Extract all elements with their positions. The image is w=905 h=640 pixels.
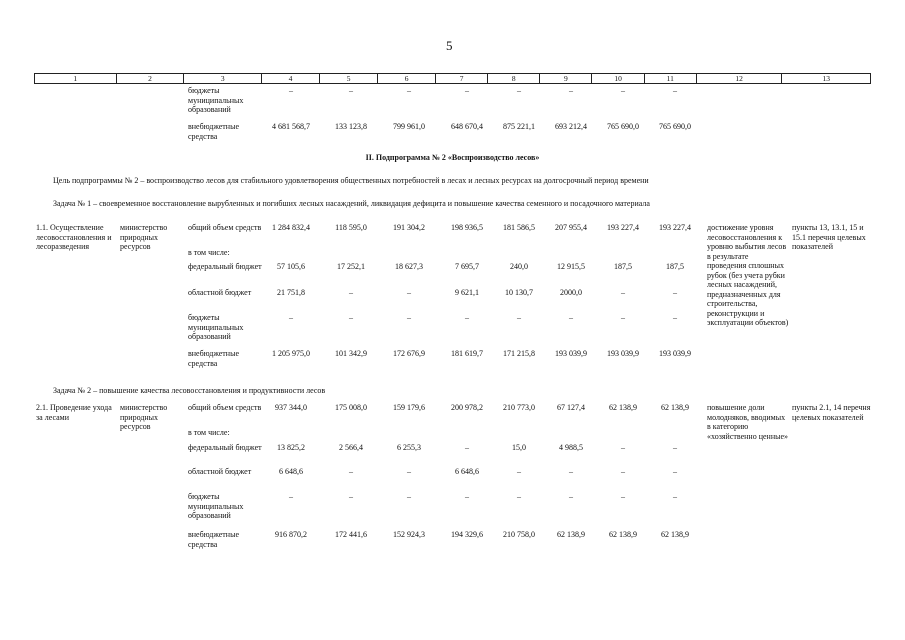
- amount-cell: 17 252,1: [337, 262, 365, 271]
- amount-cell: 152 924,3: [393, 530, 425, 539]
- amount-cell: 67 127,4: [557, 403, 585, 412]
- block2-points: пункты 2.1, 14 перечня целевых показателей: [792, 403, 871, 422]
- header-col-1: 1: [35, 74, 117, 84]
- amount-cell: –: [621, 288, 625, 297]
- amount-cell: 62 138,9: [661, 530, 689, 539]
- amount-cell: 875 221,1: [503, 122, 535, 131]
- amount-cell: 62 138,9: [609, 403, 637, 412]
- funding-source-label: бюджеты муниципальных образований: [188, 492, 244, 520]
- amount-cell: 62 138,9: [661, 403, 689, 412]
- amount-cell: 193 227,4: [607, 223, 639, 232]
- amount-cell: 193 039,9: [607, 349, 639, 358]
- header-col-7: 7: [436, 74, 488, 84]
- task2-text: Задача № 2 – повышение качества лесовосстановления и продуктивности лесов: [53, 386, 326, 395]
- amount-cell: 21 751,8: [277, 288, 305, 297]
- header-col-4: 4: [262, 74, 320, 84]
- amount-cell: –: [517, 313, 521, 322]
- header-col-11: 11: [644, 74, 696, 84]
- amount-cell: 181 586,5: [503, 223, 535, 232]
- amount-cell: 18 627,3: [395, 262, 423, 271]
- amount-cell: 198 936,5: [451, 223, 483, 232]
- amount-cell: 7 695,7: [455, 262, 479, 271]
- amount-cell: 101 342,9: [335, 349, 367, 358]
- amount-cell: 4 681 568,7: [272, 122, 310, 131]
- amount-cell: 6 648,6: [279, 467, 303, 476]
- amount-cell: –: [349, 288, 353, 297]
- block1-name: 1.1. Осуществление лесовосстановления и лесоразведения: [36, 223, 112, 251]
- amount-cell: 62 138,9: [609, 530, 637, 539]
- amount-cell: 187,5: [666, 262, 684, 271]
- amount-cell: 57 105,6: [277, 262, 305, 271]
- header-col-9: 9: [540, 74, 592, 84]
- funding-source-label: областной бюджет: [188, 288, 252, 297]
- amount-cell: 159 179,6: [393, 403, 425, 412]
- amount-cell: 916 870,2: [275, 530, 307, 539]
- amount-cell: –: [569, 313, 573, 322]
- amount-cell: 9 621,1: [455, 288, 479, 297]
- amount-cell: –: [349, 492, 353, 501]
- amount-cell: –: [621, 492, 625, 501]
- amount-cell: 648 670,4: [451, 122, 483, 131]
- amount-cell: 1 205 975,0: [272, 349, 310, 358]
- funding-source-label: федеральный бюджет: [188, 443, 262, 452]
- block2-result: повышение доли молодняков, вводимых в категорию «хозяйственно ценные»: [707, 403, 789, 441]
- amount-cell: 765 690,0: [607, 122, 639, 131]
- amount-cell: 6 255,3: [397, 443, 421, 452]
- amount-cell: –: [407, 288, 411, 297]
- amount-cell: –: [673, 288, 677, 297]
- subprogram-title: II. Подпрограмма № 2 «Воспроизводство лесов»: [365, 153, 540, 162]
- amount-cell: –: [621, 313, 625, 322]
- amount-cell: 175 008,0: [335, 403, 367, 412]
- funding-source-label: внебюджетные средства: [188, 349, 239, 368]
- page-number: 5: [446, 38, 453, 53]
- amount-cell: 193 039,9: [659, 349, 691, 358]
- amount-cell: 799 961,0: [393, 122, 425, 131]
- funding-source-label: внебюджетные средства: [188, 530, 239, 549]
- amount-cell: 193 039,9: [555, 349, 587, 358]
- amount-cell: 6 648,6: [455, 467, 479, 476]
- amount-cell: 62 138,9: [557, 530, 585, 539]
- funding-source-label: в том числе:: [188, 248, 230, 257]
- amount-cell: –: [407, 86, 411, 95]
- amount-cell: –: [673, 313, 677, 322]
- amount-cell: –: [569, 86, 573, 95]
- amount-cell: –: [673, 86, 677, 95]
- header-col-10: 10: [592, 74, 644, 84]
- amount-cell: 765 690,0: [659, 122, 691, 131]
- funding-source-label: общий объем средств: [188, 223, 262, 232]
- amount-cell: –: [465, 492, 469, 501]
- amount-cell: 1 284 832,4: [272, 223, 310, 232]
- amount-cell: –: [289, 313, 293, 322]
- amount-cell: 193 227,4: [659, 223, 691, 232]
- amount-cell: –: [673, 443, 677, 452]
- amount-cell: –: [289, 492, 293, 501]
- block2-executor: министерство природных ресурсов: [120, 403, 168, 431]
- amount-cell: 240,0: [510, 262, 528, 271]
- block1-executor: министерство природных ресурсов: [120, 223, 168, 251]
- amount-cell: –: [517, 492, 521, 501]
- amount-cell: –: [569, 492, 573, 501]
- amount-cell: –: [517, 86, 521, 95]
- block1-points: пункты 13, 13.1, 15 и 15.1 перечня целевых показателей: [792, 223, 866, 251]
- funding-source-label: внебюджетные средства: [188, 122, 239, 141]
- amount-cell: 13 825,2: [277, 443, 305, 452]
- amount-cell: 2000,0: [560, 288, 582, 297]
- amount-cell: 133 123,8: [335, 122, 367, 131]
- funding-source-label: бюджеты муниципальных образований: [188, 313, 244, 341]
- amount-cell: –: [673, 492, 677, 501]
- amount-cell: –: [465, 443, 469, 452]
- header-col-3: 3: [184, 74, 262, 84]
- amount-cell: 181 619,7: [451, 349, 483, 358]
- amount-cell: –: [349, 86, 353, 95]
- block2-name: 2.1. Проведение ухода за лесами: [36, 403, 112, 422]
- header-col-12: 12: [696, 74, 782, 84]
- amount-cell: 118 595,0: [335, 223, 367, 232]
- amount-cell: –: [349, 313, 353, 322]
- amount-cell: 693 212,4: [555, 122, 587, 131]
- header-col-2: 2: [116, 74, 184, 84]
- amount-cell: –: [517, 467, 521, 476]
- amount-cell: –: [673, 467, 677, 476]
- amount-cell: –: [349, 467, 353, 476]
- amount-cell: 210 773,0: [503, 403, 535, 412]
- amount-cell: 4 988,5: [559, 443, 583, 452]
- amount-cell: –: [569, 467, 573, 476]
- amount-cell: 10 130,7: [505, 288, 533, 297]
- header-col-8: 8: [488, 74, 540, 84]
- amount-cell: –: [621, 443, 625, 452]
- goal-text: Цель подпрограммы № 2 – воспроизводство лесов для стабильного удовлетворения общественных потребностей в лесах и лесных ресурсах на долгосрочный период времени: [53, 176, 649, 185]
- amount-cell: 171 215,8: [503, 349, 535, 358]
- funding-source-label: областной бюджет: [188, 467, 252, 476]
- funding-source-label: в том числе:: [188, 428, 230, 437]
- amount-cell: 187,5: [614, 262, 632, 271]
- amount-cell: –: [465, 86, 469, 95]
- amount-cell: –: [407, 467, 411, 476]
- amount-cell: 200 978,2: [451, 403, 483, 412]
- amount-cell: 194 329,6: [451, 530, 483, 539]
- funding-source-label: общий объем средств: [188, 403, 262, 412]
- amount-cell: –: [465, 313, 469, 322]
- block1-result: достижение уровня лесовосстановления к уровню выбытия лесов в результате проведения сплошных рубок (без учета рубки лесных насаждений, предназначенных для строительства, реконструкции и эксплуатации объектов): [707, 223, 789, 327]
- amount-cell: –: [621, 86, 625, 95]
- amount-cell: –: [407, 313, 411, 322]
- task1-text: Задача № 1 – своевременное восстановление вырубленных и погибших лесных насаждений, ликвидация дефицита и повышение качества семенного и посадочного материала: [53, 199, 650, 208]
- amount-cell: 15,0: [512, 443, 526, 452]
- amount-cell: 172 676,9: [393, 349, 425, 358]
- amount-cell: 12 915,5: [557, 262, 585, 271]
- column-header-table: [34, 73, 871, 84]
- amount-cell: 210 758,0: [503, 530, 535, 539]
- amount-cell: –: [621, 467, 625, 476]
- amount-cell: –: [407, 492, 411, 501]
- header-col-6: 6: [378, 74, 436, 84]
- amount-cell: 2 566,4: [339, 443, 363, 452]
- amount-cell: 937 344,0: [275, 403, 307, 412]
- amount-cell: –: [289, 86, 293, 95]
- amount-cell: 172 441,6: [335, 530, 367, 539]
- header-col-5: 5: [320, 74, 378, 84]
- header-col-13: 13: [782, 74, 871, 84]
- funding-source-label: федеральный бюджет: [188, 262, 262, 271]
- amount-cell: 191 304,2: [393, 223, 425, 232]
- amount-cell: 207 955,4: [555, 223, 587, 232]
- funding-source-label: бюджеты муниципальных образований: [188, 86, 244, 114]
